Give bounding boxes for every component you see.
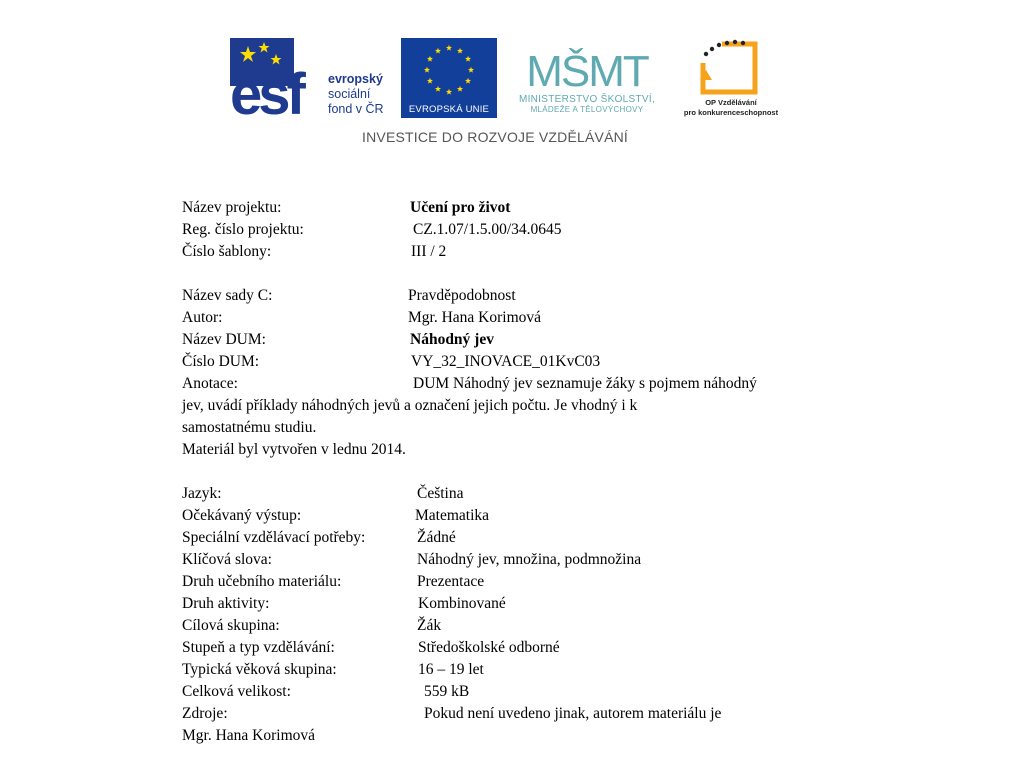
op-mark-icon <box>676 38 786 96</box>
label: Typická věková skupina: <box>182 661 337 678</box>
activity-row <box>182 593 882 615</box>
value: Žák <box>417 617 442 634</box>
eu-star-icon <box>424 67 430 73</box>
value: Náhodný jev <box>410 331 494 348</box>
eu-star-icon <box>465 56 471 62</box>
label: Klíčová slova: <box>182 551 272 568</box>
esf-line: fond v ČR <box>328 102 384 116</box>
sources-row <box>182 703 882 725</box>
eu-star-icon <box>427 56 433 62</box>
label: Zdroje: <box>182 705 228 722</box>
label: Anotace: <box>182 375 238 392</box>
value: Kombinované <box>418 595 506 612</box>
eu-star-icon <box>446 89 452 95</box>
eu-flag-icon <box>401 38 497 102</box>
msmt-logo <box>504 38 670 118</box>
value: VY_32_INOVACE_01KvC03 <box>411 353 601 370</box>
label: Stupeň a typ vzdělávání: <box>182 639 335 656</box>
annotation-line <box>182 395 882 417</box>
value: Náhodný jev, množina, podmnožina <box>417 551 642 568</box>
label: Druh učebního materiálu: <box>182 573 342 590</box>
value: Středoškolské odborné <box>418 639 560 656</box>
text: jev, uvádí příklady náhodných jevů a označení jejich počtu. Je vhodný i k <box>182 397 638 414</box>
label: Speciální vzdělávací potřeby: <box>182 529 366 546</box>
set-name-row <box>182 285 882 307</box>
eu-star-icon <box>468 67 474 73</box>
esf-line: evropský <box>328 72 383 86</box>
value: Prezentace <box>417 573 485 590</box>
msmt-line: MINISTERSTVO ŠKOLSTVÍ, <box>518 94 656 105</box>
value: Žádné <box>417 529 456 546</box>
dum-number-row <box>182 351 882 373</box>
label: Číslo šablony: <box>182 243 272 260</box>
eu-star-icon <box>457 86 463 92</box>
eu-logo <box>401 38 497 118</box>
slogan: INVESTICE DO ROZVOJE VZDĚLÁVÁNÍ <box>362 129 629 145</box>
annotation-row <box>182 373 882 395</box>
eu-star-icon <box>457 48 463 54</box>
language-row <box>182 483 882 505</box>
label: Očekávaný výstup: <box>182 507 302 524</box>
op-line: pro konkurenceschopnost <box>683 108 779 117</box>
value: Pravděpodobnost <box>408 287 516 304</box>
eu-star-icon <box>427 78 433 84</box>
op-line: OP Vzdělávání <box>705 98 757 107</box>
label: Celková velikost: <box>182 683 291 700</box>
value: 16 – 19 let <box>418 661 484 678</box>
eu-star-icon <box>435 48 441 54</box>
created-line <box>182 439 882 461</box>
esf-mark-icon <box>230 38 330 118</box>
msmt-mark-icon <box>504 38 670 94</box>
label: Autor: <box>182 309 223 326</box>
value: Mgr. Hana Korimová <box>408 309 542 326</box>
education-level-row <box>182 637 882 659</box>
label: Reg. číslo projektu: <box>182 221 304 238</box>
svg-text:esf: esf <box>230 62 302 118</box>
special-needs-row <box>182 527 882 549</box>
value: DUM Náhodný jev seznamuje žáky s pojmem náhodný <box>413 375 757 392</box>
label: Jazyk: <box>182 485 222 502</box>
value: Čeština <box>417 485 464 502</box>
text: Mgr. Hana Korimová <box>182 727 316 744</box>
target-group-row <box>182 615 882 637</box>
material-type-row <box>182 571 882 593</box>
svg-text:MŠMT: MŠMT <box>526 47 648 94</box>
keywords-row <box>182 549 882 571</box>
value: 559 kB <box>424 683 470 700</box>
output-row <box>182 505 882 527</box>
op-logo <box>676 38 786 118</box>
esf-line: sociální <box>328 87 371 101</box>
text: samostatnému studiu. <box>182 419 317 436</box>
dum-name-row <box>182 329 882 351</box>
label: Název sady C: <box>182 287 273 304</box>
logo-banner <box>0 0 1024 160</box>
author-row <box>182 307 882 329</box>
annotation-line <box>182 417 882 439</box>
value: CZ.1.07/1.5.00/34.0645 <box>413 221 562 238</box>
value: III / 2 <box>411 243 447 260</box>
value: Matematika <box>415 507 490 524</box>
eu-star-icon <box>435 86 441 92</box>
label: Druh aktivity: <box>182 595 270 612</box>
value: Učení pro život <box>410 199 511 216</box>
total-size-row <box>182 681 882 703</box>
label: Cílová skupina: <box>182 617 280 634</box>
eu-caption: EVROPSKÁ UNIE <box>401 102 497 118</box>
template-number-row <box>182 241 882 263</box>
project-name-row <box>182 197 882 219</box>
age-group-row <box>182 659 882 681</box>
document-body <box>182 197 882 747</box>
value: Pokud není uvedeno jinak, autorem materiálu je <box>424 705 722 722</box>
label: Název projektu: <box>182 199 282 216</box>
reg-number-row <box>182 219 882 241</box>
esf-text <box>328 72 384 117</box>
label: Číslo DUM: <box>182 353 260 370</box>
label: Název DUM: <box>182 331 266 348</box>
text: Materiál byl vytvořen v lednu 2014. <box>182 441 406 458</box>
eu-star-icon <box>465 78 471 84</box>
msmt-line: MLÁDEŽE A TĚLOVÝCHOVY <box>530 105 644 114</box>
eu-star-icon <box>446 45 452 51</box>
sources-line <box>182 725 882 747</box>
